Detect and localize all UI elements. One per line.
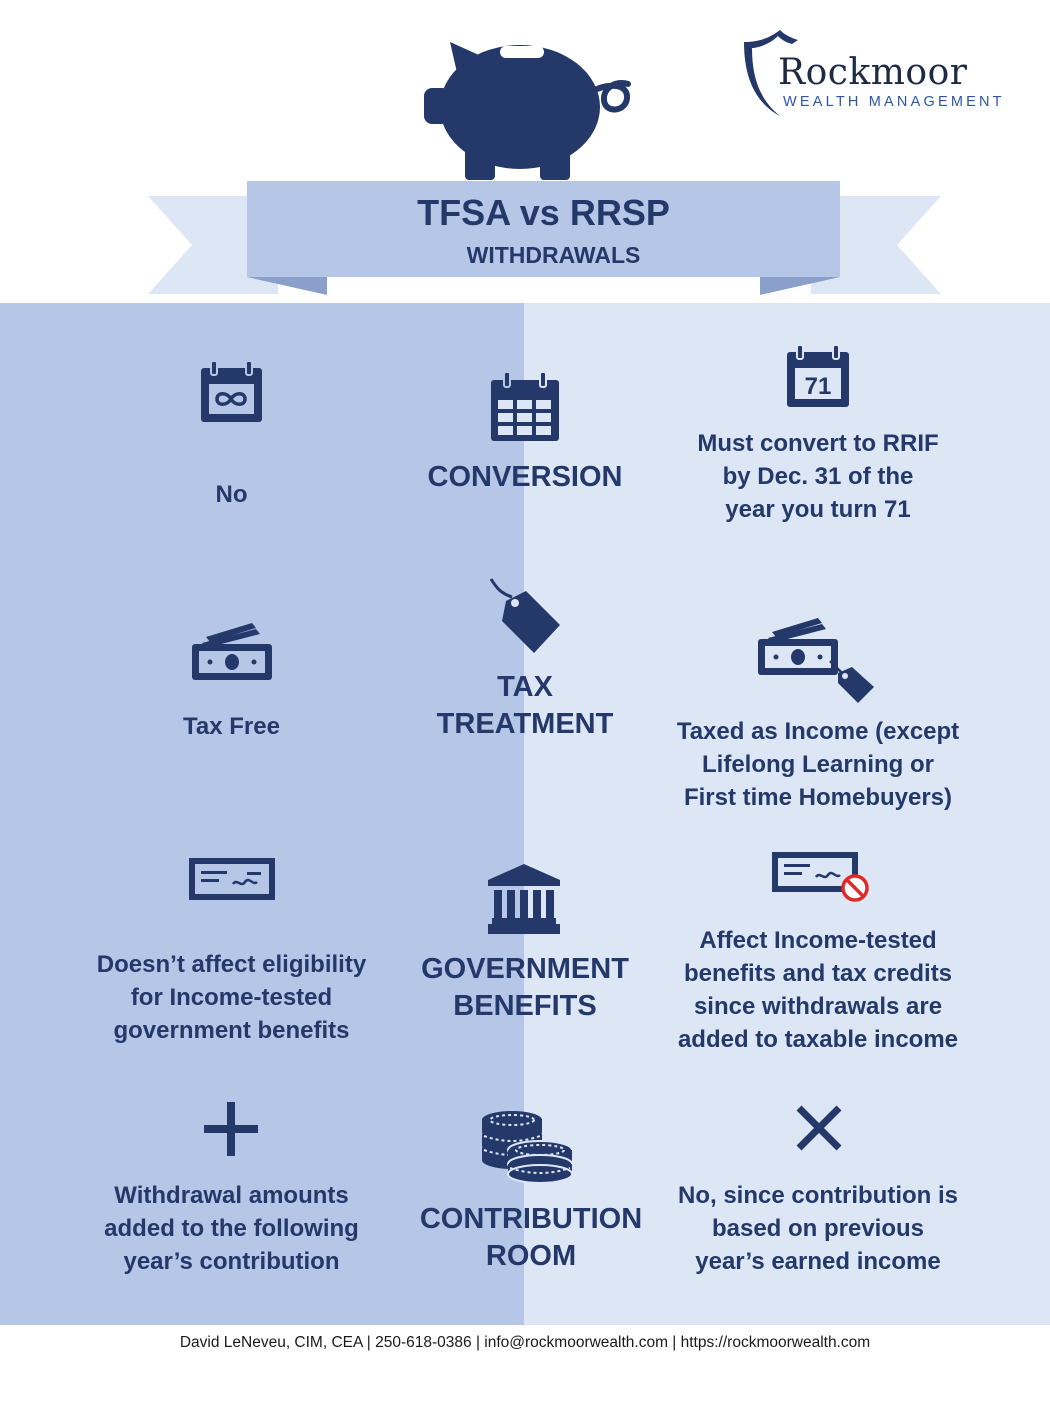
calendar-grid-icon <box>490 372 560 442</box>
tax-treatment-label <box>400 669 650 743</box>
government-building-icon <box>488 864 560 934</box>
text-line: First time Homebuyers) <box>683 784 953 811</box>
plus-icon <box>204 1102 258 1156</box>
rrsp-contribution-text <box>624 1179 1012 1278</box>
cheque-icon <box>189 858 275 900</box>
calendar-infinity-icon <box>199 360 264 424</box>
calendar-71-icon <box>785 344 851 408</box>
tfsa-tax-text <box>40 710 423 743</box>
money-stack-icon <box>192 620 272 682</box>
text-line: Withdrawal amounts <box>114 1182 349 1209</box>
text-line: added to the following <box>104 1215 359 1242</box>
label-line: ROOM <box>485 1240 577 1272</box>
text-line: Lifelong Learning or <box>702 751 934 778</box>
rrsp-tax-text <box>624 715 1012 814</box>
label-line: CONVERSION <box>427 461 623 493</box>
text-line: government benefits <box>113 1017 350 1044</box>
calendar-71-number: 71 <box>804 373 832 400</box>
piggy-bank-icon <box>420 22 635 182</box>
tfsa-column <box>0 303 524 1325</box>
label-line: TREATMENT <box>436 708 614 740</box>
text-line: added to taxable income <box>677 1026 959 1053</box>
cross-icon <box>796 1105 842 1151</box>
text-line: year’s earned income <box>695 1248 941 1275</box>
rrsp-benefits-text <box>624 924 1012 1056</box>
conversion-label <box>400 459 650 496</box>
money-with-tag-icon <box>758 615 876 705</box>
ribbon-folds <box>247 277 840 295</box>
text-line: since withdrawals are <box>693 993 943 1020</box>
label-line: CONTRIBUTION <box>419 1203 643 1235</box>
text-line: No, since contribution is <box>677 1182 959 1209</box>
text-line: Doesn’t affect eligibility <box>96 951 367 978</box>
government-benefits-label <box>400 951 650 1025</box>
cheque-prohibited-icon <box>772 852 870 904</box>
page-subtitle: WITHDRAWALS <box>466 242 641 268</box>
brand-name: Rockmoor <box>778 52 968 93</box>
text-line: Tax Free <box>183 713 280 740</box>
text-line: Taxed as Income (except <box>676 718 960 745</box>
footer-contact: David LeNeveu, CIM, CEA | 250-618-0386 | info@rockmoorwealth.com | https://rockmoorwealth.com <box>179 1334 871 1351</box>
text-line: year you turn 71 <box>725 496 911 523</box>
text-line: No <box>215 481 248 508</box>
text-line: by Dec. 31 of the <box>722 463 914 490</box>
label-line: GOVERNMENT <box>421 953 629 985</box>
contribution-room-label <box>400 1201 662 1275</box>
text-line: benefits and tax credits <box>683 960 953 987</box>
text-line: year’s contribution <box>123 1248 340 1275</box>
label-line: TAX <box>497 671 553 703</box>
brand-tagline: WEALTH MANAGEMENT <box>783 94 1005 110</box>
tfsa-benefits-text <box>40 948 423 1047</box>
rrsp-conversion-text <box>624 427 1012 526</box>
text-line: Affect Income-tested <box>699 927 937 954</box>
label-line: BENEFITS <box>453 990 597 1022</box>
tfsa-conversion-text <box>40 478 423 511</box>
text-line: Must convert to RRIF <box>697 430 939 457</box>
tfsa-contribution-text <box>40 1179 423 1278</box>
text-line: based on previous <box>711 1215 925 1242</box>
text-line: for Income-tested <box>130 984 333 1011</box>
price-tag-icon <box>488 577 563 655</box>
page-title: TFSA vs RRSP <box>417 192 670 233</box>
coin-stacks-icon <box>480 1110 575 1184</box>
